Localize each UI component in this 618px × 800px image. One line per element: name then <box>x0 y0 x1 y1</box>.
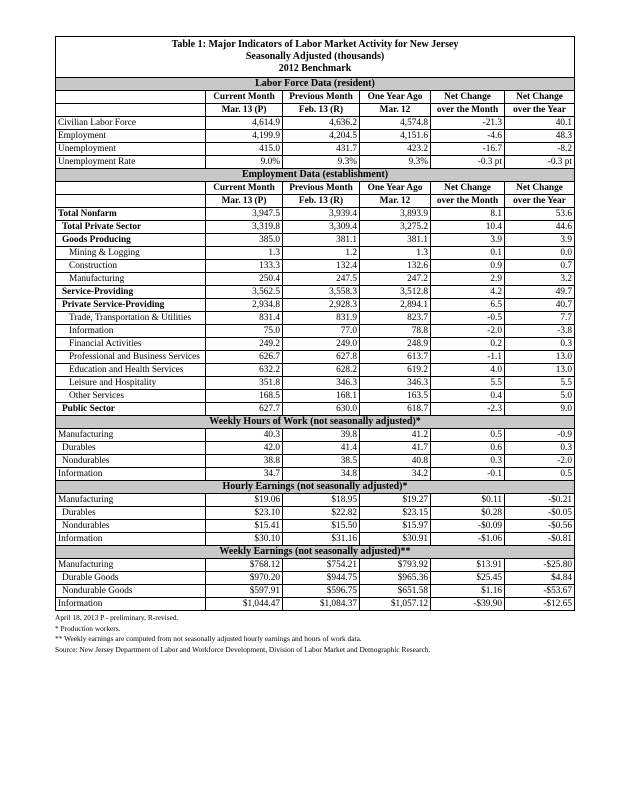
row-label: Manufacturing <box>56 494 206 507</box>
table-row <box>56 598 575 611</box>
row-value: 0.3 <box>505 442 575 455</box>
row-value: $25.45 <box>431 572 505 585</box>
footnotes <box>55 613 574 655</box>
column-header: Mar. 12 <box>360 104 431 117</box>
row-label: Employment <box>56 130 206 143</box>
row-value: 9.0 <box>505 403 575 416</box>
header-blank-cell <box>56 104 206 117</box>
column-header: over the Month <box>431 104 505 117</box>
row-value: 0.3 <box>431 455 505 468</box>
table-row <box>56 273 575 286</box>
row-value: $651.58 <box>360 585 431 598</box>
row-value: 4,614.9 <box>206 117 283 130</box>
row-value: 132.4 <box>283 260 360 273</box>
row-label: Durables <box>56 507 206 520</box>
row-value: 3,319.8 <box>206 221 283 234</box>
row-value: 627.8 <box>283 351 360 364</box>
column-header-row <box>56 195 575 208</box>
row-value: 346.3 <box>283 377 360 390</box>
row-label: Service-Providing <box>56 286 206 299</box>
row-value: 5.5 <box>505 377 575 390</box>
table-row <box>56 429 575 442</box>
row-label: Durables <box>56 442 206 455</box>
row-label: Education and Health Services <box>56 364 206 377</box>
table-row <box>56 455 575 468</box>
row-value: 1.3 <box>360 247 431 260</box>
row-value: 38.8 <box>206 455 283 468</box>
row-value: $1,084.37 <box>283 598 360 611</box>
table-row <box>56 286 575 299</box>
table-row <box>56 234 575 247</box>
row-label: Professional and Business Services <box>56 351 206 364</box>
row-value: 2.9 <box>431 273 505 286</box>
row-value: 41.2 <box>360 429 431 442</box>
row-value: $15.41 <box>206 520 283 533</box>
row-value: 627.7 <box>206 403 283 416</box>
row-value: 3.9 <box>505 234 575 247</box>
table-row <box>56 403 575 416</box>
column-header: Net Change <box>431 91 505 104</box>
row-value: 3,939.4 <box>283 208 360 221</box>
column-header: Net Change <box>505 182 575 195</box>
row-value: -2.0 <box>505 455 575 468</box>
column-header: Mar. 12 <box>360 195 431 208</box>
row-label: Manufacturing <box>56 429 206 442</box>
row-label: Information <box>56 325 206 338</box>
row-label: Manufacturing <box>56 273 206 286</box>
row-value: 423.2 <box>360 143 431 156</box>
row-label: Total Nonfarm <box>56 208 206 221</box>
section-band-row <box>56 416 575 429</box>
labor-market-table <box>55 36 575 611</box>
row-value: 626.7 <box>206 351 283 364</box>
row-value: 249.0 <box>283 338 360 351</box>
row-value: 77.0 <box>283 325 360 338</box>
row-value: 0.2 <box>431 338 505 351</box>
row-value: -$0.05 <box>505 507 575 520</box>
row-value: -0.3 pt <box>431 156 505 169</box>
table-row <box>56 494 575 507</box>
row-value: $15.50 <box>283 520 360 533</box>
table-row <box>56 156 575 169</box>
row-value: $1,057.12 <box>360 598 431 611</box>
row-value: 247.5 <box>283 273 360 286</box>
row-value: $19.27 <box>360 494 431 507</box>
column-header-row <box>56 182 575 195</box>
table-row <box>56 325 575 338</box>
row-label: Construction <box>56 260 206 273</box>
row-value: 1.3 <box>206 247 283 260</box>
column-header: Feb. 13 (R) <box>283 195 360 208</box>
row-label: Manufacturing <box>56 559 206 572</box>
row-value: 133.3 <box>206 260 283 273</box>
row-value: 40.7 <box>505 299 575 312</box>
section-band: Labor Force Data (resident) <box>56 78 575 91</box>
row-value: -2.3 <box>431 403 505 416</box>
row-value: -21.3 <box>431 117 505 130</box>
row-label: Nondurables <box>56 455 206 468</box>
row-value: -16.7 <box>431 143 505 156</box>
table-row <box>56 390 575 403</box>
row-value: 0.5 <box>505 468 575 481</box>
row-value: $793.92 <box>360 559 431 572</box>
table-row <box>56 572 575 585</box>
row-label: Civilian Labor Force <box>56 117 206 130</box>
section-band: Weekly Earnings (not seasonally adjusted)** <box>56 546 575 559</box>
row-value: 132.6 <box>360 260 431 273</box>
row-value: 10.4 <box>431 221 505 234</box>
row-value: $0.11 <box>431 494 505 507</box>
row-value: -$0.81 <box>505 533 575 546</box>
section-band-row <box>56 78 575 91</box>
section-band: Weekly Hours of Work (not seasonally adjusted)* <box>56 416 575 429</box>
section-band-row <box>56 481 575 494</box>
row-value: 4.2 <box>431 286 505 299</box>
row-value: 38.5 <box>283 455 360 468</box>
row-value: 630.0 <box>283 403 360 416</box>
section-band: Hourly Earnings (not seasonally adjusted)* <box>56 481 575 494</box>
row-label: Private Service-Providing <box>56 299 206 312</box>
row-label: Nondurables <box>56 520 206 533</box>
row-value: 0.6 <box>431 442 505 455</box>
table-row <box>56 338 575 351</box>
row-value: -$0.21 <box>505 494 575 507</box>
row-label: Goods Producing <box>56 234 206 247</box>
column-header: Mar. 13 (P) <box>206 195 283 208</box>
row-value: 9.3% <box>283 156 360 169</box>
row-value: 249.2 <box>206 338 283 351</box>
row-value: 0.3 <box>505 338 575 351</box>
row-value: 8.1 <box>431 208 505 221</box>
row-value: 0.4 <box>431 390 505 403</box>
row-value: 48.3 <box>505 130 575 143</box>
row-value: 0.1 <box>431 247 505 260</box>
row-value: -3.8 <box>505 325 575 338</box>
row-value: 628.2 <box>283 364 360 377</box>
footnote-source: Source: New Jersey Department of Labor and Workforce Development, Division of Labor Market and Demographic Research. <box>55 644 431 654</box>
row-label: Durable Goods <box>56 572 206 585</box>
row-value: 3,893.9 <box>360 208 431 221</box>
row-value: 4,574.8 <box>360 117 431 130</box>
row-value: 0.7 <box>505 260 575 273</box>
row-value: $597.91 <box>206 585 283 598</box>
row-value: $18.95 <box>283 494 360 507</box>
row-value: 44.6 <box>505 221 575 234</box>
row-value: $31.16 <box>283 533 360 546</box>
row-value: -2.0 <box>431 325 505 338</box>
column-header-row <box>56 104 575 117</box>
table-row <box>56 377 575 390</box>
table-row <box>56 351 575 364</box>
row-value: 3,562.5 <box>206 286 283 299</box>
row-value: -$1.06 <box>431 533 505 546</box>
row-value: $768.12 <box>206 559 283 572</box>
row-label: Nondurable Goods <box>56 585 206 598</box>
column-header: Net Change <box>505 91 575 104</box>
row-value: 13.0 <box>505 351 575 364</box>
row-value: 40.8 <box>360 455 431 468</box>
row-value: -0.3 pt <box>505 156 575 169</box>
row-value: -0.9 <box>505 429 575 442</box>
row-value: 4,151.6 <box>360 130 431 143</box>
row-value: 9.0% <box>206 156 283 169</box>
row-value: 34.7 <box>206 468 283 481</box>
row-value: $754.21 <box>283 559 360 572</box>
row-value: 385.0 <box>206 234 283 247</box>
row-value: 250.4 <box>206 273 283 286</box>
row-value: 3,947.5 <box>206 208 283 221</box>
row-label: Unemployment <box>56 143 206 156</box>
column-header: One Year Ago <box>360 182 431 195</box>
row-label: Unemployment Rate <box>56 156 206 169</box>
row-value: 381.1 <box>360 234 431 247</box>
row-value: -8.2 <box>505 143 575 156</box>
row-value: $30.91 <box>360 533 431 546</box>
row-value: 0.0 <box>505 247 575 260</box>
row-value: 4,636.2 <box>283 117 360 130</box>
row-value: 39.8 <box>283 429 360 442</box>
table-row <box>56 442 575 455</box>
table-row <box>56 299 575 312</box>
row-label: Information <box>56 468 206 481</box>
row-value: 168.5 <box>206 390 283 403</box>
row-value: 75.0 <box>206 325 283 338</box>
row-value: -$25.80 <box>505 559 575 572</box>
row-label: Public Sector <box>56 403 206 416</box>
row-value: -0.1 <box>431 468 505 481</box>
row-value: -$0.09 <box>431 520 505 533</box>
table-body <box>56 78 575 611</box>
table-row <box>56 364 575 377</box>
document-page <box>55 36 574 655</box>
row-label: Other Services <box>56 390 206 403</box>
row-value: 3,275.2 <box>360 221 431 234</box>
row-value: 619.2 <box>360 364 431 377</box>
footnote-production-workers: * Production workers. <box>55 623 121 633</box>
row-value: 42.0 <box>206 442 283 455</box>
table-row <box>56 507 575 520</box>
row-value: 78.8 <box>360 325 431 338</box>
table-row <box>56 117 575 130</box>
column-header: Feb. 13 (R) <box>283 104 360 117</box>
table-row <box>56 247 575 260</box>
footnote-weekly-earnings: ** Weekly earnings are computed from not seasonally adjusted hourly earnings and hours of work data. <box>55 634 362 643</box>
table-row <box>56 260 575 273</box>
row-value: 3,309.4 <box>283 221 360 234</box>
row-value: 431.7 <box>283 143 360 156</box>
row-value: -$39.90 <box>431 598 505 611</box>
row-value: 351.8 <box>206 377 283 390</box>
row-value: $23.10 <box>206 507 283 520</box>
row-label: Leisure and Hospitality <box>56 377 206 390</box>
table-row <box>56 520 575 533</box>
table-row <box>56 312 575 325</box>
header-blank-cell <box>56 182 206 195</box>
row-value: -$12.65 <box>505 598 575 611</box>
row-value: 4,204.5 <box>283 130 360 143</box>
row-value: $944.75 <box>283 572 360 585</box>
row-label: Information <box>56 598 206 611</box>
column-header: Net Change <box>431 182 505 195</box>
title-line-1: Table 1: Major Indicators of Labor Market Activity for New Jersey <box>171 39 459 50</box>
column-header: over the Year <box>505 195 575 208</box>
title-line-2: Seasonally Adjusted (thousands) <box>245 51 385 62</box>
table-row <box>56 559 575 572</box>
row-value: 3,558.3 <box>283 286 360 299</box>
row-value: 831.4 <box>206 312 283 325</box>
row-value: $596.75 <box>283 585 360 598</box>
row-value: 1.2 <box>283 247 360 260</box>
row-value: 49.7 <box>505 286 575 299</box>
column-header: over the Year <box>505 104 575 117</box>
section-band: Employment Data (establishment) <box>56 169 575 182</box>
row-value: $0.28 <box>431 507 505 520</box>
row-value: 41.7 <box>360 442 431 455</box>
row-value: $22.82 <box>283 507 360 520</box>
row-label: Mining & Logging <box>56 247 206 260</box>
row-value: -$53.67 <box>505 585 575 598</box>
row-value: $4.84 <box>505 572 575 585</box>
row-value: 381.1 <box>283 234 360 247</box>
row-value: 4,199.9 <box>206 130 283 143</box>
row-value: 3,512.8 <box>360 286 431 299</box>
row-value: $1.16 <box>431 585 505 598</box>
column-header: One Year Ago <box>360 91 431 104</box>
row-value: 2,934.8 <box>206 299 283 312</box>
row-value: 40.1 <box>505 117 575 130</box>
table-row <box>56 585 575 598</box>
table-row <box>56 468 575 481</box>
row-value: 34.2 <box>360 468 431 481</box>
row-value: 9.3% <box>360 156 431 169</box>
row-value: $30.10 <box>206 533 283 546</box>
row-value: 34.8 <box>283 468 360 481</box>
column-header: Previous Month <box>283 182 360 195</box>
row-value: $15.97 <box>360 520 431 533</box>
row-value: 823.7 <box>360 312 431 325</box>
row-value: 613.7 <box>360 351 431 364</box>
table-row <box>56 143 575 156</box>
row-label: Information <box>56 533 206 546</box>
row-value: 415.0 <box>206 143 283 156</box>
column-header: Previous Month <box>283 91 360 104</box>
row-value: $23.15 <box>360 507 431 520</box>
row-label: Financial Activities <box>56 338 206 351</box>
row-value: 632.2 <box>206 364 283 377</box>
row-value: 5.5 <box>431 377 505 390</box>
row-value: 2,894.1 <box>360 299 431 312</box>
table-row <box>56 533 575 546</box>
row-value: 6.5 <box>431 299 505 312</box>
column-header: over the Month <box>431 195 505 208</box>
row-value: 248.9 <box>360 338 431 351</box>
row-value: 831.9 <box>283 312 360 325</box>
row-value: $965.36 <box>360 572 431 585</box>
row-value: $1,044.47 <box>206 598 283 611</box>
section-band-row <box>56 169 575 182</box>
column-header: Mar. 13 (P) <box>206 104 283 117</box>
row-value: -$0.56 <box>505 520 575 533</box>
row-value: $19.06 <box>206 494 283 507</box>
row-value: 5.0 <box>505 390 575 403</box>
row-value: 0.9 <box>431 260 505 273</box>
column-header: Current Month <box>206 182 283 195</box>
row-value: 2,928.3 <box>283 299 360 312</box>
row-value: -0.5 <box>431 312 505 325</box>
table-title <box>56 37 575 78</box>
row-value: 40.3 <box>206 429 283 442</box>
row-value: -1.1 <box>431 351 505 364</box>
row-value: 13.0 <box>505 364 575 377</box>
table-row <box>56 221 575 234</box>
row-value: 53.6 <box>505 208 575 221</box>
table-title-row <box>56 37 575 78</box>
row-value: $970.20 <box>206 572 283 585</box>
row-value: 4.0 <box>431 364 505 377</box>
title-line-3: 2012 Benchmark <box>278 63 352 74</box>
row-value: 7.7 <box>505 312 575 325</box>
row-value: $13.91 <box>431 559 505 572</box>
row-value: 168.1 <box>283 390 360 403</box>
column-header: Current Month <box>206 91 283 104</box>
row-value: 3.9 <box>431 234 505 247</box>
section-band-row <box>56 546 575 559</box>
row-value: -4.6 <box>431 130 505 143</box>
row-value: 346.3 <box>360 377 431 390</box>
column-header-row <box>56 91 575 104</box>
row-value: 247.2 <box>360 273 431 286</box>
header-blank-cell <box>56 195 206 208</box>
row-value: 0.5 <box>431 429 505 442</box>
row-value: 618.7 <box>360 403 431 416</box>
footnote-date: April 18, 2013 P - preliminary, R-revised. <box>55 613 179 622</box>
row-value: 3.2 <box>505 273 575 286</box>
header-blank-cell <box>56 91 206 104</box>
table-row <box>56 208 575 221</box>
row-value: 41.4 <box>283 442 360 455</box>
row-label: Total Private Sector <box>56 221 206 234</box>
table-row <box>56 130 575 143</box>
row-label: Trade, Transportation & Utilities <box>56 312 206 325</box>
row-value: 163.5 <box>360 390 431 403</box>
